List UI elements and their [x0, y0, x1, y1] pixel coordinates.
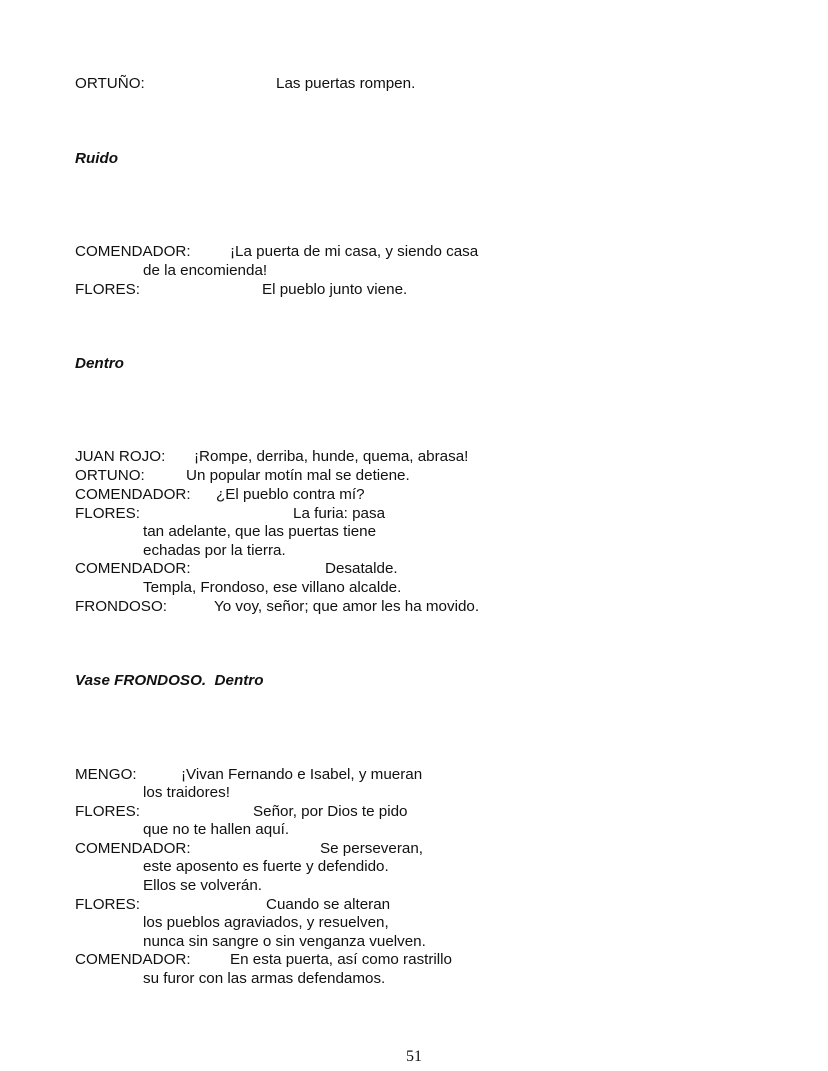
stage-direction: Vase FRONDOSO. Dentro [75, 672, 264, 689]
dialogue-continuation: su furor con las armas defendamos. [143, 970, 386, 987]
dialogue-line: ¡La puerta de mi casa, y siendo casa [230, 243, 479, 260]
dialogue-continuation: Ellos se volverán. [143, 877, 263, 894]
dialogue-continuation: echadas por la tierra. [143, 542, 286, 559]
dialogue-continuation: los pueblos agraviados, y resuelven, [143, 914, 389, 931]
speaker-name: COMENDADOR: [75, 840, 191, 857]
speaker-name: FLORES: [75, 803, 140, 820]
speaker-name: FLORES: [75, 896, 140, 913]
speaker-name: FLORES: [75, 505, 140, 522]
dialogue-line: ¡Vivan Fernando e Isabel, y mueran [181, 766, 423, 783]
speaker-name: FRONDOSO: [75, 598, 167, 615]
dialogue-continuation: Templa, Frondoso, ese villano alcalde. [143, 579, 402, 596]
speaker-name: COMENDADOR: [75, 951, 191, 968]
dialogue-continuation: los traidores! [143, 784, 230, 801]
dialogue-line: La furia: pasa [293, 505, 386, 522]
dialogue-continuation: nunca sin sangre o sin venganza vuelven. [143, 933, 426, 950]
dialogue-continuation: de la encomienda! [143, 262, 268, 279]
stage-direction: Ruido [75, 150, 119, 167]
dialogue-line: ¡Rompe, derriba, hunde, quema, abrasa! [194, 448, 469, 465]
dialogue-line: Las puertas rompen. [276, 75, 416, 92]
dialogue-continuation: tan adelante, que las puertas tiene [143, 523, 377, 540]
speaker-name: JUAN ROJO: [75, 448, 166, 465]
speaker-name: COMENDADOR: [75, 486, 191, 503]
speaker-name: COMENDADOR: [75, 243, 191, 260]
page-number: 51 [406, 1048, 422, 1065]
speaker-name: FLORES: [75, 281, 140, 298]
dialogue-line: ¿El pueblo contra mí? [216, 486, 365, 503]
dialogue-line: Cuando se alteran [266, 896, 391, 913]
dialogue-line: Se perseveran, [320, 840, 423, 857]
dialogue-continuation: que no te hallen aquí. [143, 821, 290, 838]
dialogue-line: Desatalde. [325, 560, 398, 577]
dialogue-line: En esta puerta, así como rastrillo [230, 951, 453, 968]
dialogue-line: Un popular motín mal se detiene. [186, 467, 410, 484]
dialogue-continuation: este aposento es fuerte y defendido. [143, 858, 389, 875]
dialogue-line: Señor, por Dios te pido [253, 803, 408, 820]
speaker-name: ORTUÑO: [75, 75, 145, 92]
speaker-name: MENGO: [75, 766, 137, 783]
speaker-name: COMENDADOR: [75, 560, 191, 577]
speaker-name: ORTUNO: [75, 467, 145, 484]
stage-direction: Dentro [75, 355, 124, 372]
dialogue-line: El pueblo junto viene. [262, 281, 408, 298]
dialogue-line: Yo voy, señor; que amor les ha movido. [214, 598, 480, 615]
